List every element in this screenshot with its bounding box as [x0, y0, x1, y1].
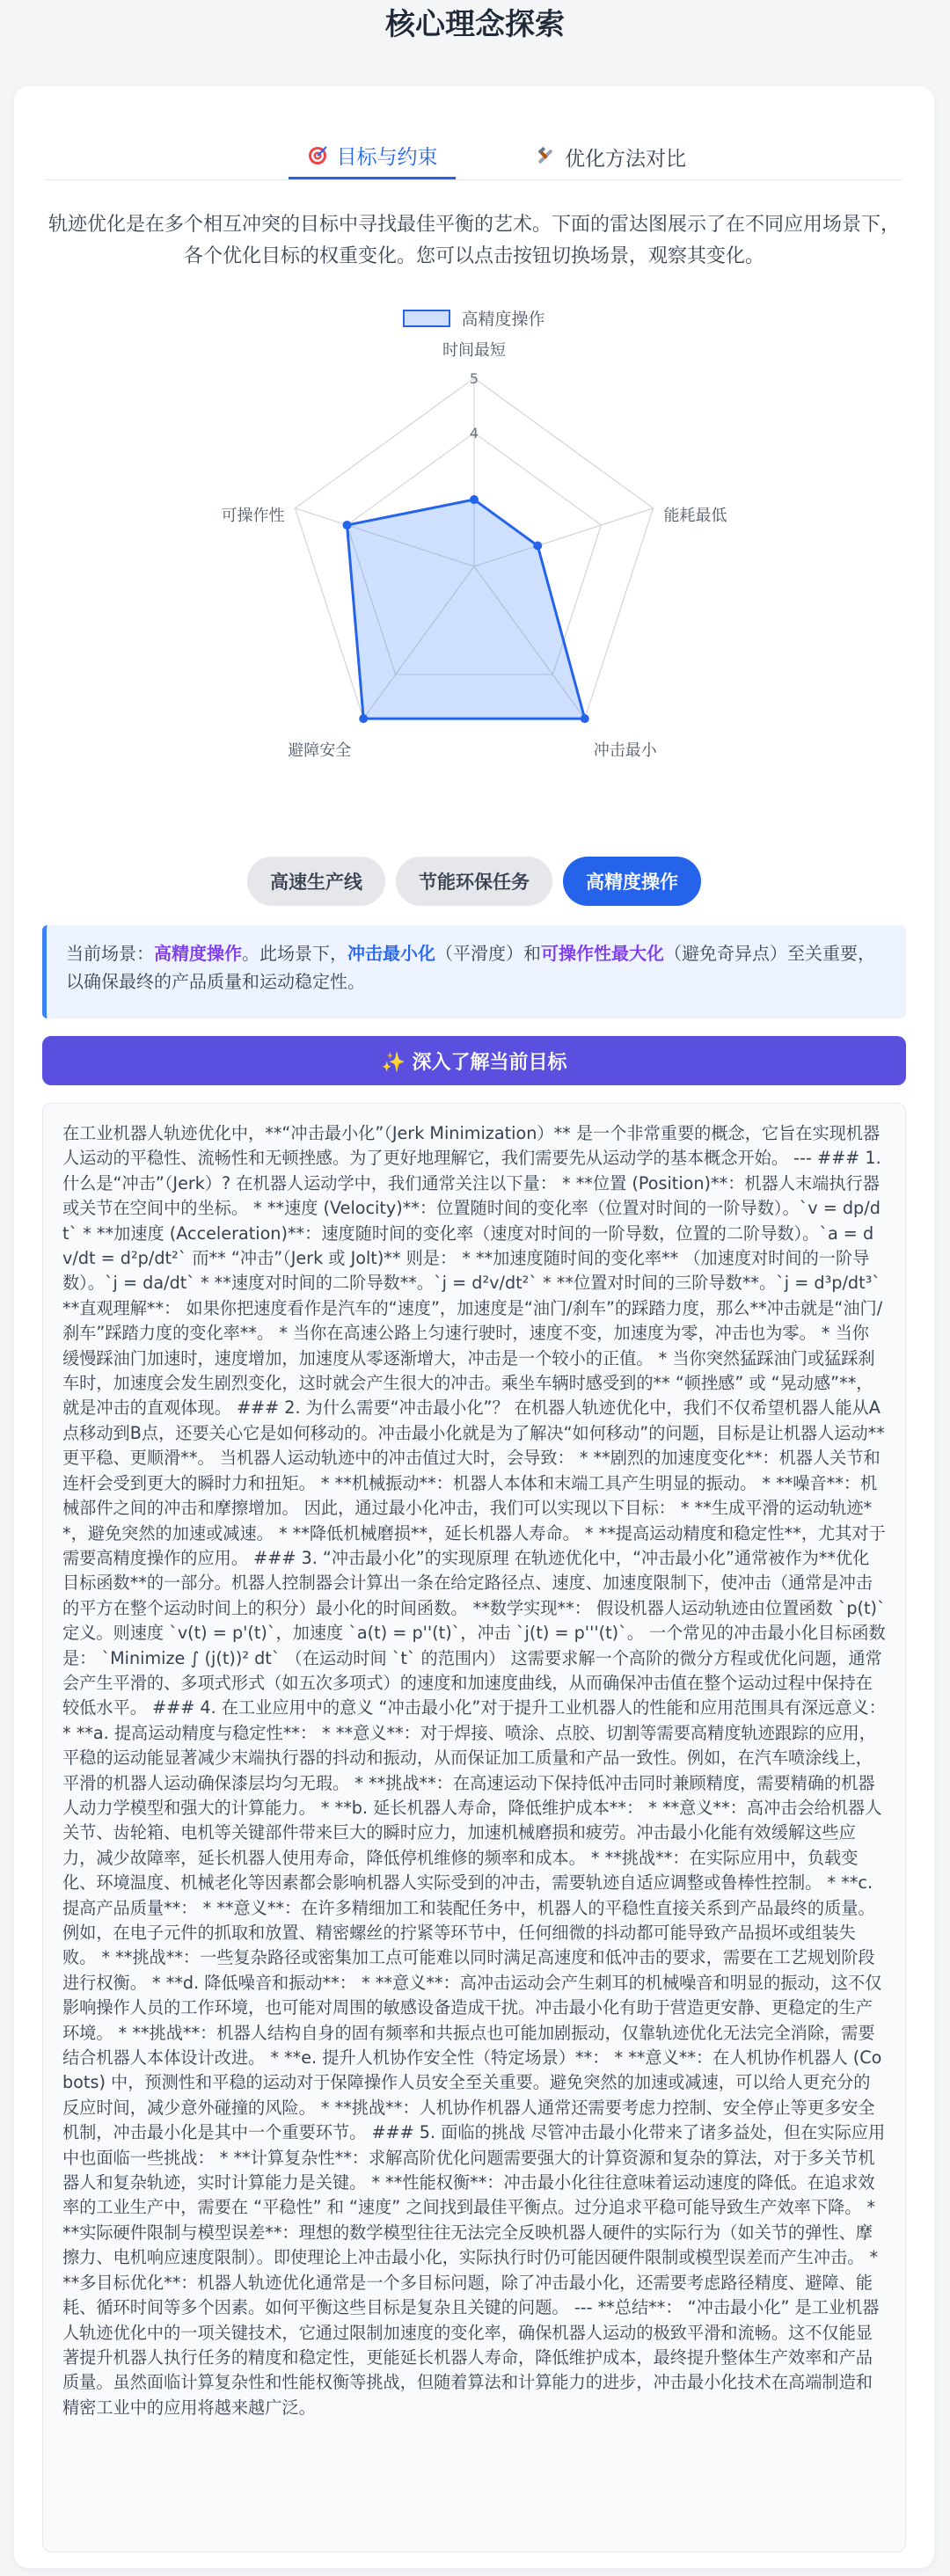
legend-label: 高精度操作: [461, 310, 545, 329]
target-icon: [307, 145, 328, 166]
radar-data-point: [533, 542, 542, 551]
tools-icon: [535, 146, 556, 167]
scene-info-scene: 高精度操作: [154, 943, 242, 964]
scene-button-group: [14, 857, 934, 906]
scene-info-text: （平滑度）和: [435, 943, 541, 964]
radar-axis-label: 避障安全: [288, 741, 352, 761]
scene-info-box: [42, 925, 906, 1018]
tab-method-comparison[interactable]: [522, 134, 698, 179]
scene-info-text: 。此场景下，: [242, 943, 347, 964]
scene-button-energy-saving[interactable]: 节能环保任务: [396, 857, 552, 906]
tab-label: 目标与约束: [336, 146, 438, 169]
legend-swatch: [403, 310, 450, 327]
scene-button-high-precision[interactable]: 高精度操作: [563, 857, 701, 906]
radar-data-point: [342, 521, 351, 529]
chart-legend[interactable]: [14, 306, 934, 330]
radar-chart: [14, 341, 934, 843]
radar-axis-label: 时间最短: [442, 341, 506, 360]
explanation-article: 在工业机器人轨迹优化中，**“冲击最小化”（Jerk Minimization）** 是一个非常重要的概念，它旨在实现机器人运动的平稳性、流畅性和无顿挫感。为了更好地理解它，我们需要先从运动学的基本概念开始。 --- ### 1. 什么是“冲击”（Jerk）? 在机器人运动学中，我们通常关注以下量： * **位置 (Position)**：机器人末端执行器或关节在空间中的坐标。 * **速度 (Velocity)**：位置随时间的变化率（位置对时间的一阶导数）。`v = dp/dt` * **加速度 (Acceleration)**：速度随时间的变化率（速度对时间的一阶导数，位置的二阶导数）。`a = dv/dt = d²p/dt²` 而** “冲击”（Jerk 或 Jolt)** 则是： * **加速度随时间的变化率** （加速度对时间的一阶导数）。`j = da/dt` * **速度对时间的二阶导数**。`j = d²v/dt²` * **位置对时间的三阶导数**。`j = d³p/dt³` **直观理解**： 如果你把速度看作是汽车的“速度”，加速度是“油门/刹车”的踩踏力度，那么**冲击就是“油门/刹车”踩踏力度的变化率**。 * 当你在高速公路上匀速行驶时，速度不变，加速度为零，冲击也为零。 * 当你缓慢踩油门加速时，速度增加，加速度从零逐渐增大，冲击是一个较小的正值。 * 当你突然猛踩油门或猛踩刹车时，加速度会发生剧烈变化，这时就会产生很大的冲击。乘坐车辆时感受到的** “顿挫感” 或 “晃动感”**，就是冲击的直观体现。 ### 2. 为什么需要“冲击最小化”？ 在机器人轨迹优化中，我们不仅希望机器人能从A点移动到B点，还要关心它是如何移动的。冲击最小化就是为了解决“如何移动”的问题，目标是让机器人运动**更平稳、更顺滑**。 当机器人运动轨迹中的冲击值过大时，会导致： * **剧烈的加速度变化**：机器人关节和连杆会受到更大的瞬时力和扭矩。 * **机械振动**：机器人本体和末端工具产生明显的振动。 * **噪音**：机械部件之间的冲击和摩擦增加。 因此，通过最小化冲击，我们可以实现以下目标： * **生成平滑的运动轨迹**，避免突然的加速或减速。 * **降低机械磨损**，延长机器人寿命。 * **提高运动精度和稳定性**，尤其对于需要高精度操作的应用。 ### 3. “冲击最小化”的实现原理 在轨迹优化中，“冲击最小化”通常被作为**优化目标函数**的一部分。机器人控制器会计算出一条在给定路径点、速度、加速度限制下，使冲击（通常是冲击的平方在整个运动时间上的积分）最小化的时间函数。 **数学实现**： 假设机器人运动轨迹由位置函数 `p(t)` 定义。则速度 `v(t) = p'(t)`，加速度 `a(t) = p''(t)`，冲击 `j(t) = p'''(t)`。 一个常见的冲击最小化目标函数是： `Minimize ∫ (j(t))² dt` （在运动时间 `t` 的范围内） 这需要求解一个高阶的微分方程或优化问题，通常会产生平滑的、多项式形式（如五次多项式）的速度和加速度曲线，从而确保冲击值在整个运动过程中保持在较低水平。 ### 4. 在工业应用中的意义 “冲击最小化”对于提升工业机器人的性能和应用范围具有深远意义： * **a. 提高运动精度与稳定性**： * **意义**：对于焊接、喷涂、点胶、切割等需要高精度轨迹跟踪的应用，平稳的运动能显著减少末端执行器的抖动和振动，从而保证加工质量和产品一致性。例如，在汽车喷涂线上，平滑的机器人运动确保漆层均匀无瑕。 * **挑战**：在高速运动下保持低冲击同时兼顾精度，需要精确的机器人动力学模型和强大的计算能力。 * **b. 延长机器人寿命，降低维护成本**： * **意义**：高冲击会给机器人关节、齿轮箱、电机等关键部件带来巨大的瞬时应力，加速机械磨损和疲劳。冲击最小化能有效缓解这些应力，减少故障率，延长机器人使用寿命，降低停机维修的频率和成本。 * **挑战**：在实际应用中，负载变化、环境温度、机械老化等因素都会影响机器人实际受到的冲击，需要轨迹自适应调整或鲁棒性控制。 * **c. 提高产品质量**： * **意义**：在许多精细加工和装配任务中，机器人的平稳性直接关系到产品最终的质量。例如，在电子元件的抓取和放置、精密螺丝的拧紧等环节中，任何细微的抖动都可能导致产品损坏或组装失败。 * **挑战**：一些复杂路径或密集加工点可能难以同时满足高速度和低冲击的要求，需要在工艺规划阶段进行权衡。 * **d. 降低噪音和振动**： * **意义**：高冲击运动会产生刺耳的机械噪音和明显的振动，这不仅影响操作人员的工作环境，也可能对周围的敏感设备造成干扰。冲击最小化有助于营造更安静、更稳定的生产环境。 * **挑战**：机器人结构自身的固有频率和共振点也可能加剧振动，仅靠轨迹优化无法完全消除，需要结合机器人本体设计改进。 * **e. 提升人机协作安全性（特定场景）**： * **意义**：在人机协作机器人 (Cobots) 中，预测性和平稳的运动对于保障操作人员安全至关重要。避免突然的加速或减速，可以给人更充分的反应时间，减少意外碰撞的风险。 * **挑战**：人机协作机器人通常还需要考虑力控制、安全停止等更多安全机制，冲击最小化是其中一个重要环节。 ### 5. 面临的挑战 尽管冲击最小化带来了诸多益处，但在实际应用中也面临一些挑战： * **计算复杂性**：求解高阶优化问题需要强大的计算资源和复杂的算法，对于多关节机器人和复杂轨迹，实时计算能力是关键。 * **性能权衡**：冲击最小化往往意味着运动速度的降低。在追求效率的工业生产中，需要在 “平稳性” 和 “速度” 之间找到最佳平衡点。过分追求平稳可能导致生产效率下降。 * **实际硬件限制与模型误差**：理想的数学模型往往无法完全反映机器人硬件的实际行为（如关节的弹性、摩擦力、电机响应速度限制）。即使理论上冲击最小化，实际执行时仍可能因硬件限制或模型误差而产生冲击。 * **多目标优化**：机器人轨迹优化通常是一个多目标问题，除了冲击最小化，还需要考虑路径精度、避障、能耗、循环时间等多个因素。如何平衡这些目标是复杂且关键的问题。 --- **总结**： “冲击最小化” 是工业机器人轨迹优化中的一项关键技术，它通过限制加速度的变化率，确保机器人运动的极致平滑和流畅。这不仅能显著提升机器人执行任务的精度和稳定性，更能延长机器人寿命，降低维护成本，最终提升整体生产效率和产品质量。虽然面临计算复杂性和性能权衡等挑战，但随着算法和计算能力的进步，冲击最小化技术在高端制造和精密工业中的应用将越来越广泛。: [42, 1103, 906, 2552]
content-card: [14, 86, 934, 2568]
radar-axis-label: 可操作性: [221, 506, 285, 525]
tab-goals-constraints[interactable]: [289, 134, 456, 179]
scene-info-prefix: 当前场景：: [66, 943, 154, 964]
radar-data-point: [470, 495, 479, 504]
radar-series-area: [347, 500, 584, 719]
scene-info-goal-jerk: 冲击最小化: [347, 943, 435, 964]
tab-label: 优化方法对比: [565, 147, 686, 171]
radar-tick-label: 4: [469, 425, 479, 442]
intro-text: 轨迹优化是在多个相互冲突的目标中寻找最佳平衡的艺术。下面的雷达图展示了在不同应用场景下，各个优化目标的权重变化。您可以点击按钮切换场景，观察其变化。: [48, 214, 900, 267]
radar-data-point: [359, 714, 368, 723]
scene-button-high-speed[interactable]: 高速生产线: [247, 857, 385, 906]
deep-dive-button[interactable]: ✨ 深入了解当前目标: [42, 1036, 906, 1085]
radar-axis-label: 冲击最小: [593, 741, 657, 761]
radar-data-point: [581, 714, 589, 723]
page-title: 核心理念探索: [385, 7, 565, 42]
radar-tick-label: 5: [469, 370, 479, 387]
scene-info-goal-manipulability: 可操作性最大化: [541, 943, 664, 964]
scene-info-text: （避免奇异点）至关重要，以确保最终的产品质量和运动稳定性。: [66, 943, 875, 992]
radar-axis-label: 能耗最低: [663, 506, 727, 525]
tab-bar: [46, 125, 902, 180]
